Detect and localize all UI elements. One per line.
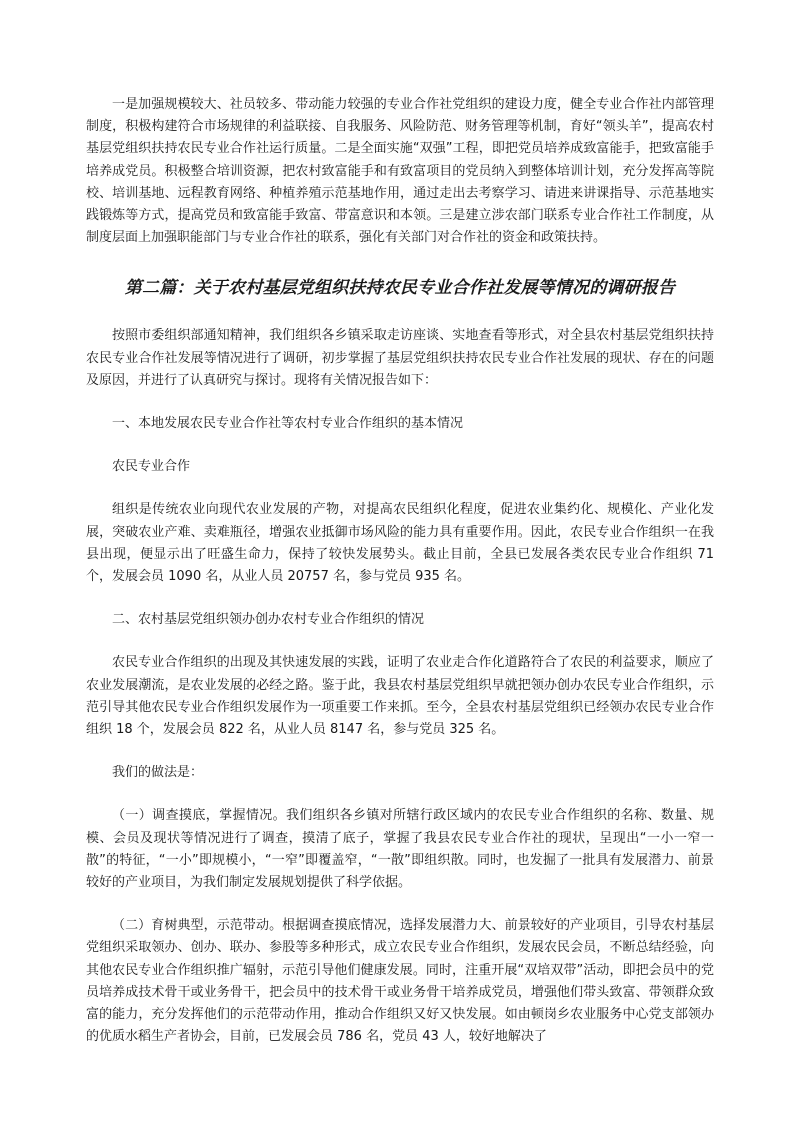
body-paragraph-3: 组织是传统农业向现代农业发展的产物，对提高农民组织化程度，促进农业集约化、规模化、产业化发展，突破农业产难、卖难瓶径，增强农业抵御市场风险的能力具有重要作用。因此，农民专业合作组织一在我县出现，便显示出了旺盛生命力，保持了较快发展势头。截止目前，全县已发展各类农民专业合作组织 71 个，发展会员 1090 名，从业人员 20757 名，参与党员 935 名。 [86,502,714,585]
body-paragraph-2: 农民专业合作 [112,459,191,475]
body-paragraph-6: （一）调查摸底，掌握情况。我们组织各乡镇对所辖行政区域内的农民专业合作组织的名称、数量、规模、会员及现状等情况进行了调查，摸清了底子，掌握了我县农民专业合作社的现状，呈现出“一小一窄一散”的特征，“一小”即规模小，“一窄”即覆盖窄，“一散”即组织散。同时，也发掘了一批具有发展潜力、前景较好的产业项目，为我们制定发展规划提供了科学依据。 [86,808,714,891]
intro-paragraph: 一是加强规模较大、社员较多、带动能力较强的专业合作社党组织的建设力度，健全专业合作社内部管理制度，积极构建符合市场规律的利益联接、自我服务、风险防范、财务管理等机制，育好“领头羊”，提高农村基层党组织扶持农民专业合作社运行质量。二是全面实施“双强”工程，即把党员培养成致富能手，把致富能手培养成党员。积极整合培训资源，把农村致富能手和有致富项目的党员纳入到整体培训计划，充分发挥高等院校、培训基地、远程教育网络、种植养殖示范基地作用，通过走出去考察学习、请进来讲课指导、示范基地实践锻炼等方式，提高党员和致富能手致富、带富意识和本领。三是建立涉农部门联系专业合作社工作制度，从制度层面上加强职能部门与专业合作社的联系，强化有关部门对合作社的资金和政策扶持。 [86,97,714,246]
section-title-1: 一、本地发展农民专业合作社等农村专业合作组织的基本情况 [112,416,464,432]
body-paragraph-5: 我们的做法是： [112,765,204,781]
document-page [86,94,714,1049]
section-title-2: 二、农村基层党组织领办创办农村专业合作组织的情况 [112,612,425,628]
chapter-heading: 第二篇：关于农村基层党组织扶持农民专业合作社发展等情况的调研报告 [124,278,676,299]
body-paragraph-1: 按照市委组织部通知精神，我们组织各乡镇采取走访座谈、实地查看等形式，对全县农村基层党组织扶持农民专业合作社发展等情况进行了调研，初步掌握了基层党组织扶持农民专业合作社发展的现状、存在的问题及原因，并进行了认真研究与探讨。现将有关情况报告如下： [86,328,714,388]
body-paragraph-7: （二）育树典型，示范带动。根据调查摸底情况，选择发展潜力大、前景较好的产业项目，引导农村基层党组织采取领办、创办、联办、参股等多种形式，成立农民专业合作组织，发展农民会员，不断总结经验，向其他农民专业合作组织推广辐射，示范引导他们健康发展。同时，注重开展“双培双带”活动，即把会员中的党员培养成技术骨干或业务骨干，把会员中的技术骨干或业务骨干培养成党员，增强他们带头致富、带领群众致富的能力，充分发挥他们的示范带动作用，推动合作组织又好又快发展。如由顿岗乡农业服务中心党支部领办的优质水稻生产者协会，目前，已发展会员 786 名，党员 43 人，较好地解决了 [86,918,714,1045]
body-paragraph-4: 农民专业合作组织的出现及其快速发展的实践，证明了农业走合作化道路符合了农民的利益要求，顺应了农业发展潮流，是农业发展的必经之路。鉴于此，我县农村基层党组织早就把领办创办农民专业合作组织，示范引导其他农民专业合作组织发展作为一项重要工作来抓。至今，全县农村基层党组织已经领办农民专业合作组织 18 个，发展会员 822 名，从业人员 8147 名，参与党员 325 名。 [86,655,714,738]
